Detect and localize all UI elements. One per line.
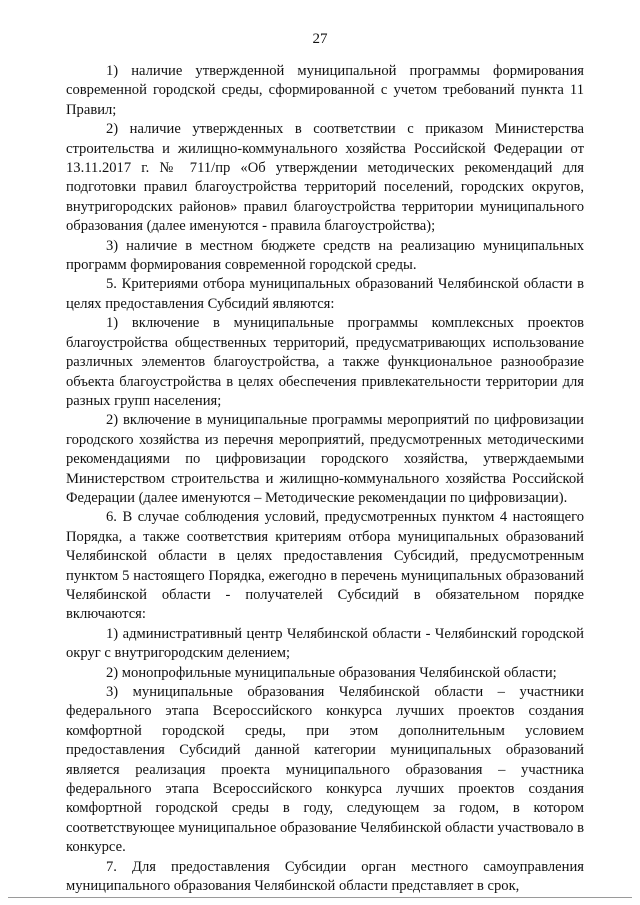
paragraph: 2) монопрофильные муниципальные образования Челябинской области;: [106, 664, 557, 681]
page-number: 27: [312, 31, 328, 47]
paragraph: 1) административный центр Челябинской области - Челябинский городской округ с внутригородским делением;: [66, 625, 584, 662]
bottom-divider: [8, 897, 632, 898]
paragraph: 7. Для предоставления Субсидии орган местного самоуправления муниципального образования Челябинской области представляет в срок,: [66, 858, 584, 895]
paragraph: 3) наличие в местном бюджете средств на реализацию муниципальных программ формирования современной городской среды.: [66, 237, 584, 274]
paragraph: 5. Критериями отбора муниципальных образований Челябинской области в целях предоставления Субсидий являются:: [66, 276, 584, 312]
paragraph: 3) муниципальные образования Челябинской области – участники федерального этапа Всероссийского конкурса лучших проектов создания комфортной городской среды, при этом дополнительным условием предоставления Субсидий данной категории муниципальных образований является реализация проекта муниципального образования – участника федерального этапа Всероссийского конкурса лучших проектов создания комфортной городской среды в году, следующем за годом, в котором соответствующее муниципальное образование Челябинской области участвовало в конкурсе.: [66, 684, 584, 856]
paragraph: 2) включение в муниципальные программы мероприятий по цифровизации городского хозяйства из перечня мероприятий, предусмотренных методическими рекомендациями по цифровизации городского хозяйства, утверждаемыми Министерством строительства и жилищно-коммунального хозяйства Российской Федерации (далее именуются – Методические рекомендации по цифровизации).: [66, 412, 584, 506]
paragraph: 2) наличие утвержденных в соответствии с приказом Министерства строительства и жилищно-коммунального хозяйства Российской Федерации от 13.11.2017 г. № 711/пр «Об утверждении методических рекомендаций для подготовки правил благоустройства территорий поселений, городских округов, внутригородских районов» правил благоустройства территории муниципального образования (далее именуются - правила благоустройства);: [66, 121, 584, 235]
document-body: [66, 62, 584, 896]
paragraph: 1) наличие утвержденной муниципальной программы формирования современной городской среды, сформированной с учетом требований пункта 11 Правил;: [66, 63, 584, 118]
paragraph: 1) включение в муниципальные программы комплексных проектов благоустройства общественных территорий, предусматривающих использование различных элементов благоустройства, а также функциональное разнообразие объекта благоустройства в целях обеспечения привлекательности территории для разных групп населения;: [66, 315, 584, 409]
paragraph: 6. В случае соблюдения условий, предусмотренных пунктом 4 настоящего Порядка, а также соответствия критериям отбора муниципальных образований Челябинской области в целях предоставления Субсидий, предусмотренным пунктом 5 настоящего Порядка, ежегодно в перечень муниципальных образований Челябинской области - получателей Субсидий в обязательном порядке включаются:: [66, 509, 584, 623]
